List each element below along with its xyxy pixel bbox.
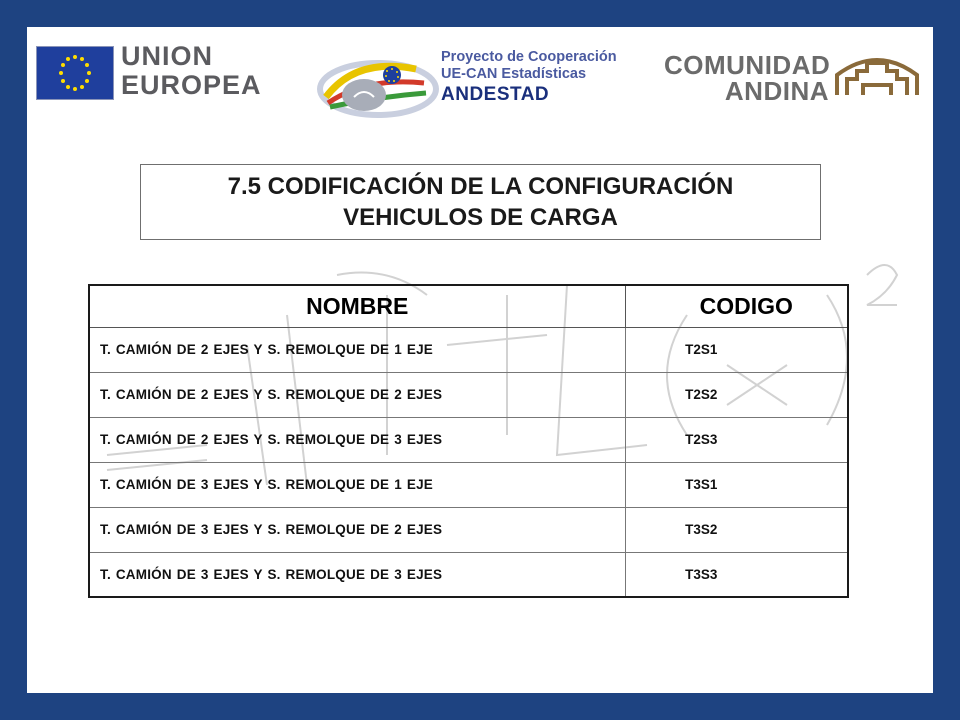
project-line-3: ANDESTAD — [441, 84, 550, 105]
title-line-2: VEHICULOS DE CARGA — [343, 204, 618, 231]
vehicle-name-cell: T. CAMIÓN DE 3 EJES Y S. REMOLQUE DE 2 EJES — [89, 507, 625, 552]
vehicle-code-cell: T3S2 — [625, 507, 848, 552]
vehicle-code-table — [88, 284, 849, 598]
vehicle-code-cell: T2S1 — [625, 327, 848, 372]
vehicle-code-cell: T2S3 — [625, 417, 848, 462]
table-header-row — [89, 285, 848, 327]
can-line-1: COMUNIDAD — [664, 50, 831, 80]
table-row — [89, 507, 848, 552]
eu-wordmark — [121, 42, 262, 100]
table-row — [89, 372, 848, 417]
table-row — [89, 552, 848, 597]
project-line-1: Proyecto de Cooperación — [441, 49, 617, 65]
vehicle-code-cell: T2S2 — [625, 372, 848, 417]
andestad-wordmark — [441, 49, 617, 107]
vehicle-code-cell: T3S1 — [625, 462, 848, 507]
slide-title — [140, 164, 821, 240]
table-row — [89, 327, 848, 372]
table-row — [89, 417, 848, 462]
eu-flag-icon — [36, 46, 114, 100]
can-andean-logo-icon — [833, 51, 921, 99]
slide — [27, 27, 933, 693]
project-line-2: UE-CAN Estadísticas — [441, 66, 587, 82]
vehicle-name-cell: T. CAMIÓN DE 2 EJES Y S. REMOLQUE DE 1 EJE — [89, 327, 625, 372]
vehicle-name-cell: T. CAMIÓN DE 3 EJES Y S. REMOLQUE DE 1 EJE — [89, 462, 625, 507]
table-row — [89, 462, 848, 507]
column-header-code: CODIGO — [625, 285, 848, 327]
column-header-name: NOMBRE — [89, 285, 625, 327]
title-line-1: 7.5 CODIFICACIÓN DE LA CONFIGURACIÓN — [227, 173, 734, 200]
eu-line-2: EUROPEA — [121, 70, 262, 100]
vehicle-name-cell: T. CAMIÓN DE 2 EJES Y S. REMOLQUE DE 2 EJES — [89, 372, 625, 417]
andestad-logo-icon — [306, 47, 446, 127]
can-wordmark — [664, 52, 829, 104]
eu-line-1: UNION — [121, 41, 213, 71]
vehicle-name-cell: T. CAMIÓN DE 2 EJES Y S. REMOLQUE DE 3 EJES — [89, 417, 625, 462]
vehicle-code-cell: T3S3 — [625, 552, 848, 597]
can-line-2: ANDINA — [724, 76, 829, 106]
vehicle-name-cell: T. CAMIÓN DE 3 EJES Y S. REMOLQUE DE 3 EJES — [89, 552, 625, 597]
